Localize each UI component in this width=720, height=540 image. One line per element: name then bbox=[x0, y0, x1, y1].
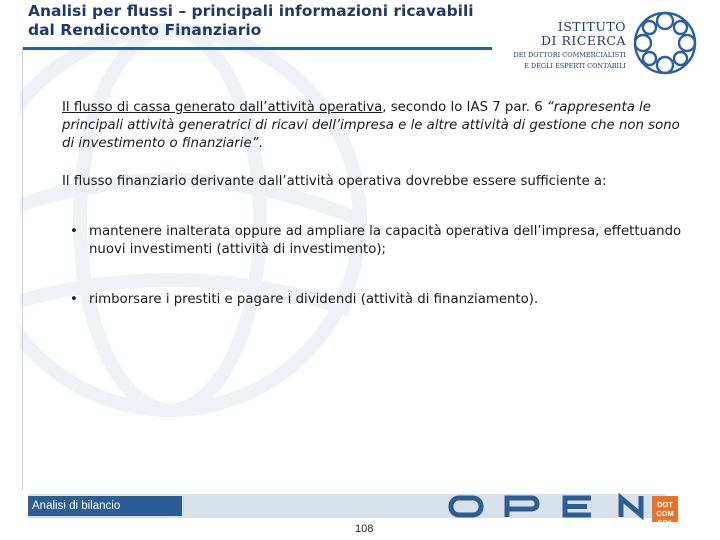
ias7-reference: , secondo lo IAS 7 par. 6 bbox=[382, 100, 547, 115]
bullet-list bbox=[68, 223, 682, 309]
slide-content bbox=[62, 99, 682, 309]
list-item bbox=[68, 291, 682, 309]
paragraph-end: . bbox=[258, 136, 263, 151]
list-item-text: mantenere inalterata oppure ad ampliare la capacità operativa dell’impresa, effettuando nuovi investimenti (attività di investimento); bbox=[89, 224, 682, 257]
page-number: 108 bbox=[355, 523, 374, 535]
ias7-quote: “rappresenta le principali attività generatrici di ricavi dell’impresa e le altre attività di gestione che non sono di investimento o finanziarie” bbox=[62, 100, 680, 151]
footer-section-label: Analisi di bilancio bbox=[28, 496, 182, 516]
logo-line-istituto: ISTITUTO bbox=[557, 19, 626, 34]
bullet-icon: • bbox=[70, 292, 78, 307]
operating-cash-flow-term: Il flusso di cassa generato dall’attività operativa bbox=[62, 100, 383, 115]
logo-line-di-ricerca: DI RICERCA bbox=[541, 33, 626, 48]
paragraph-sufficiency: Il flusso finanziario derivante dall’attività operativa dovrebbe essere sufficiente a: bbox=[62, 174, 607, 189]
left-border-rule bbox=[22, 47, 23, 490]
istituto-logo-knot-icon bbox=[630, 8, 700, 78]
logo-line-dottori: DEI DOTTORI COMMERCIALISTI bbox=[513, 51, 626, 59]
istituto-di-ricerca-logo bbox=[496, 20, 626, 70]
badge-spa: SPA bbox=[657, 518, 673, 527]
page-title: Analisi per flussi – principali informazioni ricavabili dal Rendiconto Finanziario bbox=[28, 2, 474, 39]
list-item-text: rimborsare i prestiti e pagare i dividendi (attività di finanziamento). bbox=[89, 292, 539, 307]
open-dot-com-badge bbox=[652, 496, 678, 527]
bullet-icon: • bbox=[70, 224, 78, 239]
badge-dot-com: DOT COM bbox=[656, 500, 674, 518]
open-logo bbox=[445, 490, 655, 522]
title-underline-rule bbox=[22, 47, 492, 50]
paragraph-ias7 bbox=[62, 99, 682, 153]
list-item bbox=[68, 223, 682, 259]
logo-line-esperti: E DEGLI ESPERTI CONTABILI bbox=[524, 62, 626, 70]
